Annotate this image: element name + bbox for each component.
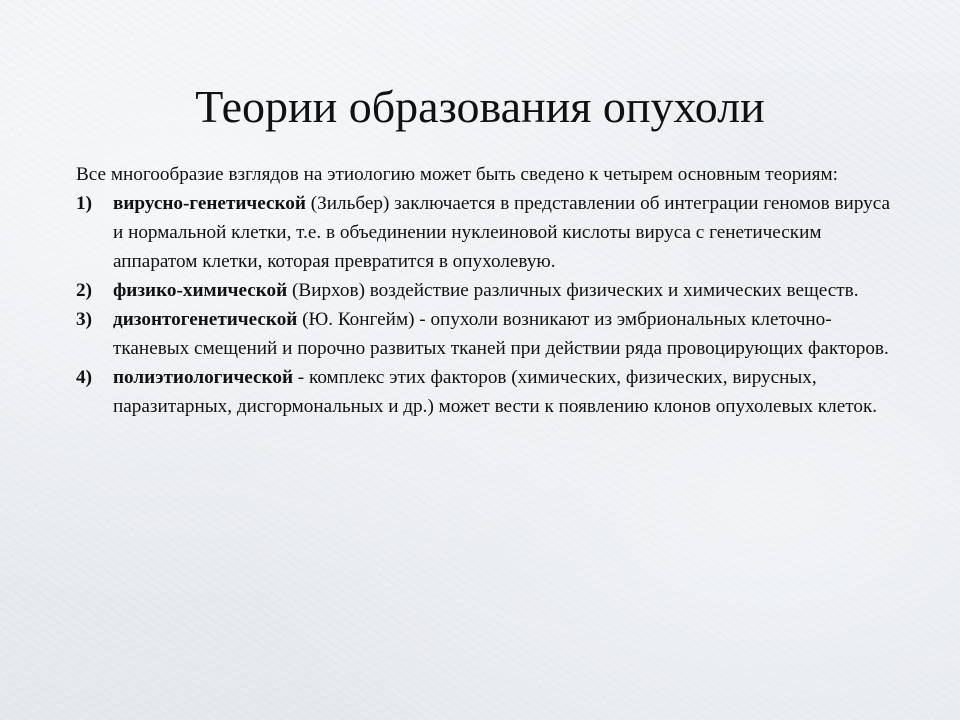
theory-term: физико-химической <box>113 280 288 301</box>
theory-item-viral-genetic <box>76 189 896 276</box>
list-marker: 1) <box>76 193 92 214</box>
theory-description: - комплекс этих факторов (химических, физических, вирусных, паразитарных, дисгормональных и др.) может вести к появлению клонов опухолевых клеток. <box>113 367 878 417</box>
theory-term: дизонтогенетической <box>113 309 298 330</box>
list-marker: 3) <box>76 309 92 330</box>
intro-text: Все многообразие взглядов на этиологию может быть сведено к четырем основным теориям: <box>76 164 838 185</box>
theory-term: вирусно-генетической <box>113 193 306 214</box>
slide-title: Теории образования опухоли <box>195 81 765 132</box>
theory-item-physico-chemical <box>76 276 896 305</box>
theory-description: (Зильбер) заключается в представлении об интеграции геномов вируса и нормальной клетки, т.е. в объединении нуклеиновой кислоты вируса с генетическим аппаратом клетки, которая превратится в опухолевую. <box>113 193 891 272</box>
theory-description: (Вирхов) воздействие различных физических и химических веществ. <box>287 280 859 301</box>
theory-item-polyetiological <box>76 363 896 421</box>
list-marker: 2) <box>76 280 92 301</box>
theory-list <box>76 189 896 421</box>
theory-term: полиэтиологической <box>113 367 293 388</box>
theory-description: (Ю. Конгейм) - опухоли возникают из эмбриональных клеточно-тканевых смещений и порочно развитых тканей при действии ряда провоцирующих факторов. <box>113 309 889 359</box>
slide-body <box>76 160 896 421</box>
list-marker: 4) <box>76 367 92 388</box>
theory-item-dysontogenetic <box>76 305 896 363</box>
